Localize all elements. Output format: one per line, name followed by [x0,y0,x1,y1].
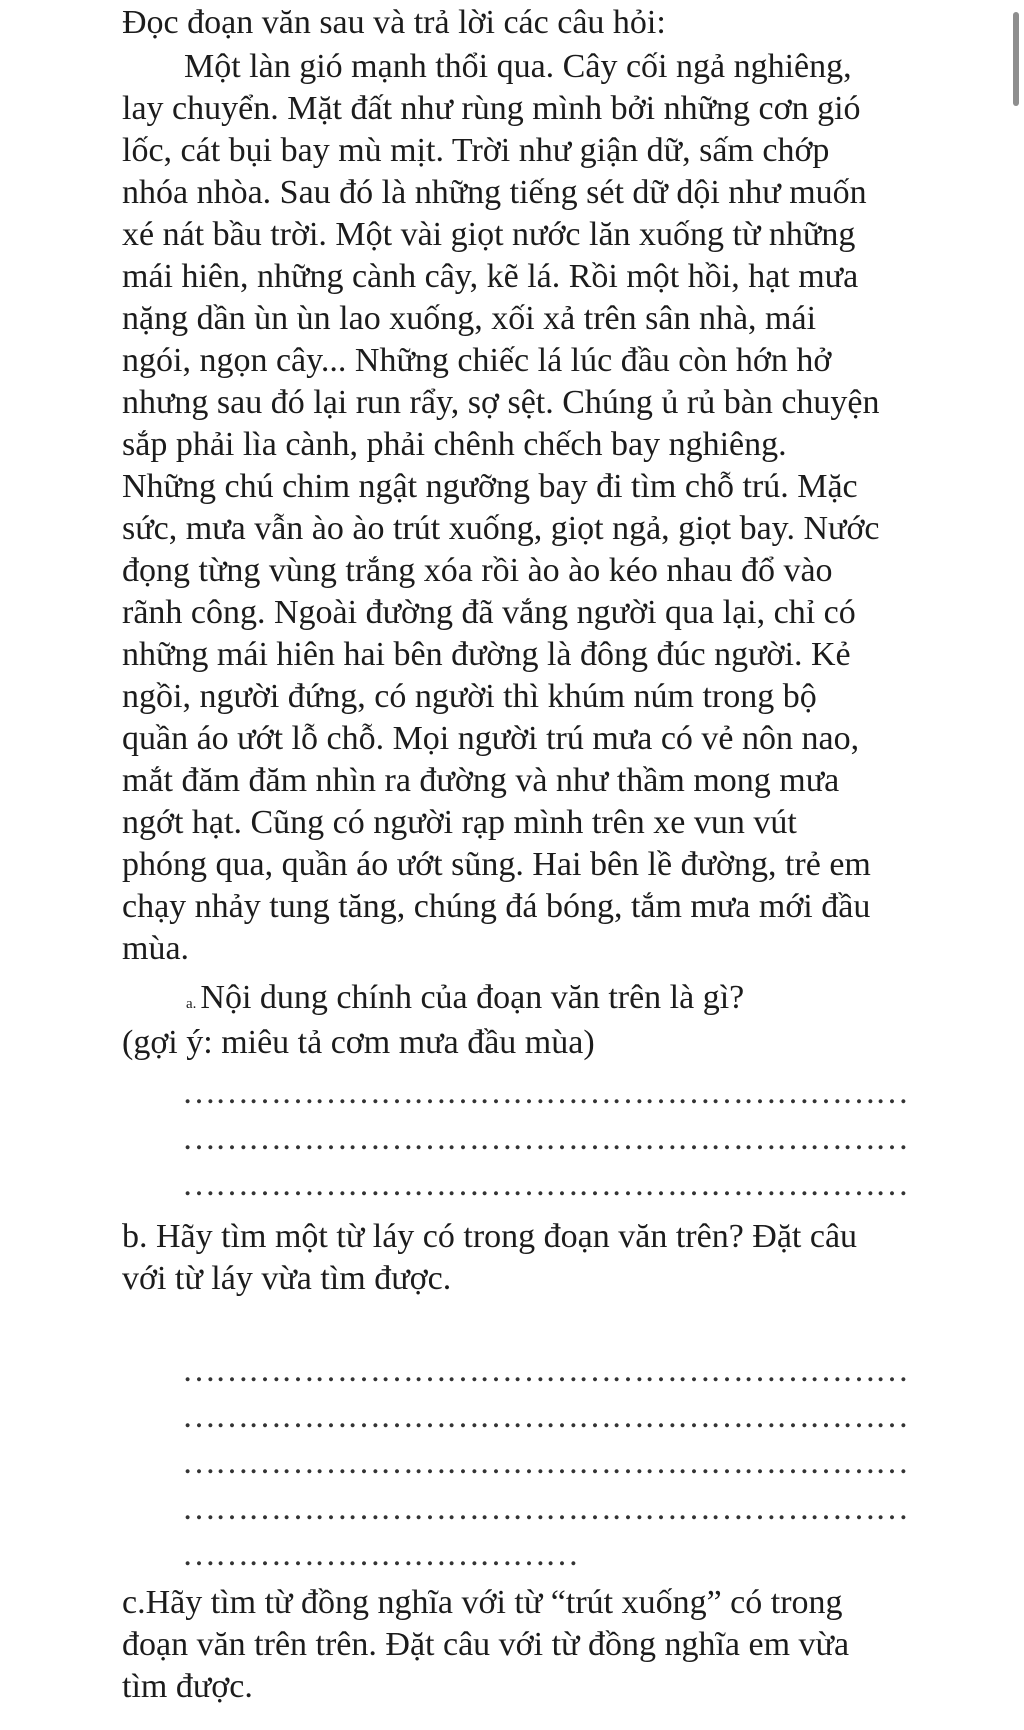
answer-line[interactable]: ………………………………………………………… [182,1074,908,1111]
passage-line: sức, mưa vẫn ào ào trút xuống, giọt ngả, giọt bay. Nước [122,510,880,547]
instruction-text: Đọc đoạn văn sau và trả lời các câu hỏi: [122,4,666,41]
passage-line: nhưng sau đó lại run rẩy, sợ sệt. Chúng ủ rủ bàn chuyện [122,384,880,421]
question-a-marker: a. [186,996,197,1012]
question-a-hint: (gợi ý: miêu tả cơm mưa đầu mùa) [122,1024,595,1061]
passage-line: chạy nhảy tung tăng, chúng đá bóng, tắm mưa mới đầu [122,888,871,925]
passage-line: những mái hiên hai bên đường là đông đúc người. Kẻ [122,636,851,673]
passage-line: mắt đăm đăm nhìn ra đường và như thầm mong mưa [122,762,840,799]
passage-line: quần áo ướt lỗ chỗ. Mọi người trú mưa có vẻ nôn nao, [122,720,860,757]
question-a [186,977,744,1025]
question-b-line: b. Hãy tìm một từ láy có trong đoạn văn trên? Đặt câu [122,1218,858,1255]
answer-line[interactable]: ………………………………………………………… [182,1166,908,1203]
passage-line: lay chuyển. Mặt đất như rùng mình bởi những cơn gió [122,90,861,127]
question-b-line: với từ láy vừa tìm được. [122,1260,452,1297]
passage-line: Những chú chim ngật ngưỡng bay đi tìm chỗ trú. Mặc [122,468,858,505]
passage-line: rãnh công. Ngoài đường đã vắng người qua lại, chỉ có [122,594,856,631]
passage-line: mùa. [122,930,190,967]
answer-line[interactable]: ………………………………………………………… [182,1444,908,1481]
scrollbar-thumb[interactable] [1013,12,1019,106]
passage-line: ngói, ngọn cây... Những chiếc lá lúc đầu còn hớn hở [122,342,832,379]
answer-line[interactable]: ………………………………………………………… [182,1120,908,1157]
answer-line[interactable]: ………………………………………………………… [182,1490,908,1527]
answer-line[interactable]: ……………………………… [182,1536,578,1573]
question-c-line: đoạn văn trên trên. Đặt câu với từ đồng nghĩa em vừa [122,1626,850,1663]
passage-line: xé nát bầu trời. Một vài giọt nước lăn xuống từ những [122,216,856,253]
question-c-line: tìm được. [122,1668,253,1705]
answer-line[interactable]: ………………………………………………………… [182,1352,908,1389]
passage-line: nặng dần ùn ùn lao xuống, xối xả trên sân nhà, mái [122,300,817,337]
passage-line: ngớt hạt. Cũng có người rạp mình trên xe vun vút [122,804,797,841]
passage-line: đọng từng vùng trắng xóa rồi ào ào kéo nhau đổ vào [122,552,833,589]
passage-line: ngồi, người đứng, có người thì khúm núm trong bộ [122,678,817,715]
passage-line: lốc, cát bụi bay mù mịt. Trời như giận dữ, sấm chớp [122,132,830,169]
answer-line[interactable]: ………………………………………………………… [182,1398,908,1435]
passage-line: Một làn gió mạnh thổi qua. Cây cối ngả nghiêng, [184,48,852,85]
passage-line: sắp phải lìa cành, phải chênh chếch bay nghiêng. [122,426,787,463]
passage-line: nhóa nhòa. Sau đó là những tiếng sét dữ dội như muốn [122,174,867,211]
question-c-line: c.Hãy tìm từ đồng nghĩa với từ “trút xuống” có trong [122,1584,843,1621]
question-a-text: Nội dung chính của đoạn văn trên là gì? [200,979,745,1016]
passage-line: mái hiên, những cành cây, kẽ lá. Rồi một hồi, hạt mưa [122,258,859,295]
passage-line: phóng qua, quần áo ướt sũng. Hai bên lề đường, trẻ em [122,846,871,883]
